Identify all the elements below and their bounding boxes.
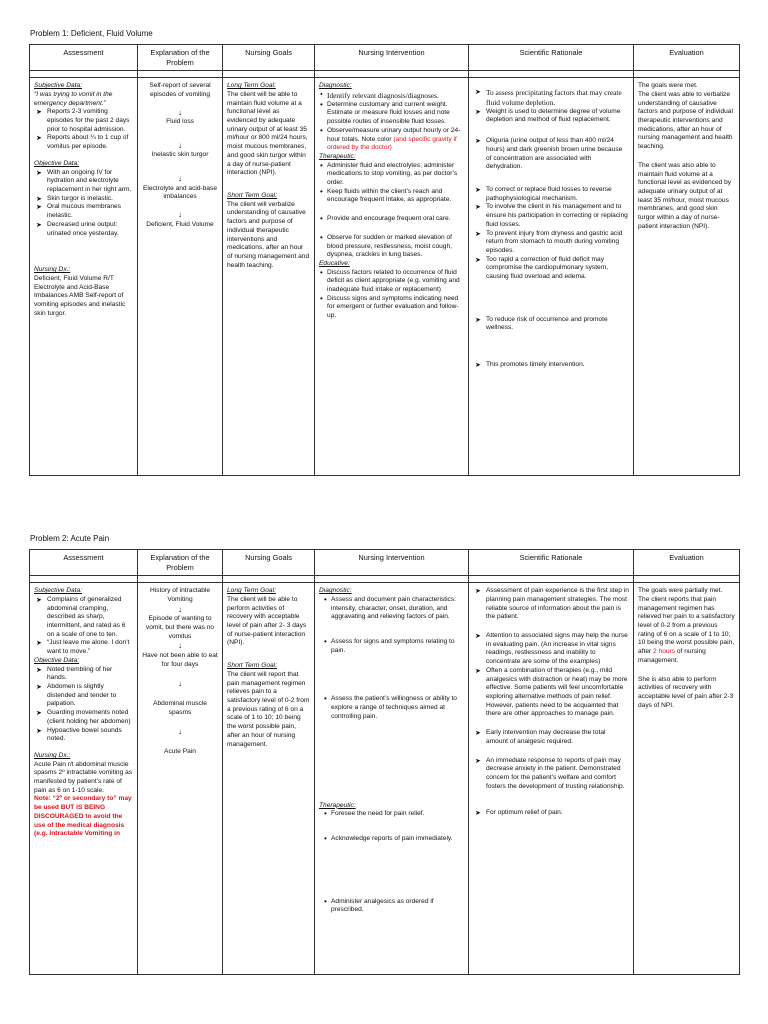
arrow-down-icon: ↓	[178, 107, 182, 117]
evaluation-text: The goals were partially met.	[638, 587, 723, 595]
nursing-goals-cell	[223, 583, 315, 975]
list-item: ➤ For optimum relief of pain.	[475, 809, 629, 818]
nursing-intervention-cell	[315, 78, 469, 476]
therapeutic-label: Therapeutic:	[319, 801, 356, 809]
nursing-dx-text: Deficient, Fluid Volume R/T Electrolyte and Acid-Base Imbalances AMB Self-report of vomiting episodes and inelastic skin turgor.	[34, 274, 126, 317]
short-term-goal-label: Short Term Goal:	[227, 191, 277, 199]
list-item: • Identify relevant diagnosis/diagnoses.	[319, 91, 464, 101]
list-item: ➤ Attention to associated signs may help the nurse in evaluating pain. (An increase in vital signs readings, restlessness and inability to concentrate are some of the examples)	[475, 632, 629, 667]
list-item: ➤ To involve the client in his management and to ensure his participation in correcting or replacing fluid losses.	[475, 203, 629, 229]
explanation-step: Acute Pain	[164, 747, 196, 755]
header-row	[30, 550, 740, 576]
evaluation-text: The client reports that pain management regimen has relieved her pain to a satisfactory level of 0-2 from a previous rating of 6 on a scale of 1 to 10; 10 being the worst possible pain, after 2 hours of nursing management.	[638, 595, 735, 664]
list-item: ➤ Guarding movements noted (client holding her abdomen)	[36, 709, 133, 726]
list-item: ➤ To reduce risk of occurrence and promote wellness.	[475, 316, 629, 333]
explanation-step: Inelastic skin turgor	[151, 151, 209, 159]
list-item: ➤ To prevent injury from dryness and gastric acid return from stomach to mouth during vomiting episodes.	[475, 230, 629, 256]
objective-label: Objective Data:	[34, 159, 80, 167]
subjective-label: Subjective Data:	[34, 82, 83, 90]
problem1-care-plan-table	[29, 44, 740, 476]
list-item: ➤ An immediate response to reports of pain may decrease anxiety in the patient. Demonstrated concern for the patient’s welfare and comfort fosters the development of trusting relationship.	[475, 757, 629, 792]
list-item: ➤ Reports about ¼ to 1 cup of vomitus per episode.	[36, 134, 133, 151]
list-item: • Administer analgesics as ordered if prescribed.	[323, 898, 464, 915]
list-item: ➤ Oral mucous membranes inelastic.	[36, 203, 133, 220]
list-item: • Assess for signs and symptoms relating to pain.	[323, 638, 464, 655]
discouraged-note: Note: “2º or secondary to” may be used BUT IS BEING DISCOURAGED to avoid the use of the medical diagnosis (e.g. Intractable Vomiting in	[34, 795, 132, 838]
evaluation-text: She is also able to perform activities of recovery with acceptable level of pain after 2-3 days of NPI.	[638, 675, 734, 709]
list-item: • Determine customary and current weight. Estimate or measure fluid losses and note possible routes of insensible fluid losses.	[319, 101, 464, 127]
arrow-down-icon: ↓	[178, 604, 182, 614]
subjective-label: Subjective Data:	[34, 587, 83, 595]
nursing-dx-label: Nursing Dx.:	[34, 751, 71, 759]
list-item: ➤ Assessment of pain experience is the first step in planning pain management strategies. The most reliable source of information about the pain is the patient.	[475, 587, 629, 622]
col-explanation: Explanation of the Problem	[138, 550, 223, 576]
col-evaluation: Evaluation	[634, 550, 740, 576]
assessment-cell	[30, 78, 138, 476]
educative-label: Educative:	[319, 259, 350, 267]
explanation-step: History of intractable Vomiting	[149, 587, 211, 603]
explanation-step: Episode of wanting to vomit, but there was no vomitus	[145, 615, 215, 640]
red-hours: 2 hours	[653, 648, 676, 656]
explanation-step: Electrolyte and acid-base imbalances	[142, 184, 218, 201]
list-item: • Assess the patient’s willingness or ability to explore a range of techniques aimed at controlling pain.	[323, 695, 464, 721]
list-item: ➤ Noted trembling of her hands.	[36, 666, 133, 683]
short-term-goal-text: The client will verbalize understanding of causative factors and purpose of individual therapeutic interventions and medications, after an hour of nursing management and health teaching.	[227, 200, 310, 269]
header-row	[30, 45, 740, 71]
list-item: ➤ Early intervention may decrease the total amount of analgesic required.	[475, 729, 629, 746]
col-nursing-goals: Nursing Goals	[223, 45, 315, 71]
col-scientific-rationale: Scientific Rationale	[469, 45, 634, 71]
list-item: • Administer fluid and electrolytes; administer medications to stop vomiting, as per doctor’s order.	[319, 162, 464, 188]
col-nursing-intervention: Nursing Intervention	[315, 550, 469, 576]
list-item: • Observe/measure urinary output hourly or 24-hour totals. Note color (and specific gravity if ordered by the doctor)	[319, 127, 464, 153]
col-nursing-goals: Nursing Goals	[223, 550, 315, 576]
list-item: ➤ Too rapid a correction of fluid deficit may compromise the cardiopulmonary system, causing fluid overload and edema.	[475, 256, 629, 282]
evaluation-cell	[634, 78, 740, 476]
long-term-goal-text: The client will be able to maintain fluid volume at a functional level as evidenced by adequate urinary output of at least 35 ml/hour or 800 ml/24 hours, moist mucous membranes, and good skin turgor within a day of nurse-patient interaction (NPI).	[227, 90, 308, 177]
list-item: ➤ Skin turgor is inelastic.	[36, 195, 133, 204]
scientific-rationale-cell	[469, 583, 634, 975]
list-item: ➤ Complains of generalized abdominal cramping, described as sharp, intermittent, and rated as 6 on a scale of one to ten.	[36, 596, 133, 640]
list-item: • Discuss signs and symptoms indicating need for emergent or further evaluation and follow-up.	[319, 295, 464, 321]
list-item: ➤ “Just leave me alone. I don’t want to move.”	[36, 639, 133, 656]
list-item: ➤ Abdomen is slightly distended and tender to palpation.	[36, 683, 133, 709]
list-item: • Provide and encourage frequent oral care.	[319, 215, 464, 224]
therapeutic-label: Therapeutic:	[319, 152, 356, 160]
col-evaluation: Evaluation	[634, 45, 740, 71]
long-term-goal-label: Long Term Goal:	[227, 82, 276, 90]
col-assessment: Assessment	[30, 45, 138, 71]
problem2-title: Problem 2: Acute Pain	[30, 534, 110, 543]
list-item: • Foresee the need for pain relief.	[323, 810, 464, 819]
list-item: • Acknowledge reports of pain immediately.	[323, 835, 464, 844]
list-item: ➤ This promotes timely intervention.	[475, 361, 629, 370]
diagnostic-label: Diagnostic:	[319, 587, 352, 595]
short-term-goal-text: The client will report that pain management regimen relieves pain to a satisfactory level of 0-2 from a previous rating of 6 on a scale of 1 to 10; 10 being the worst possible pain, after an hour of nursing management.	[227, 670, 310, 748]
list-item: ➤ Reports 2-3 vomiting episodes for the past 2 days prior to hospital admission.	[36, 108, 133, 134]
explanation-step: Have not been able to eat for four days	[142, 651, 218, 668]
list-item: • Discuss factors related to occurrence of fluid deficit as client appropriate (e.g. vomiting and inadequate fluid intake or replacement)	[319, 269, 464, 295]
explanation-step: Fluid loss	[166, 118, 194, 126]
explanation-step: Abdominal muscle spasms	[153, 699, 207, 716]
red-note: (and specific gravity if ordered by the doctor)	[327, 135, 457, 152]
col-scientific-rationale: Scientific Rationale	[469, 550, 634, 576]
arrow-down-icon: ↓	[178, 140, 182, 150]
col-nursing-intervention: Nursing Intervention	[315, 45, 469, 71]
explanation-step: Deficient, Fluid Volume	[146, 220, 214, 228]
arrow-down-icon: ↓	[178, 679, 182, 689]
nursing-dx-label: Nursing Dx.:	[34, 266, 71, 274]
long-term-goal-label: Long Term Goal:	[227, 587, 276, 595]
objective-label: Objective Data:	[34, 656, 80, 664]
nursing-intervention-cell	[315, 583, 469, 975]
list-item: ➤ Decreased urine output: urinated once yesterday.	[36, 221, 133, 238]
diagnostic-label: Diagnostic:	[319, 82, 352, 90]
scientific-rationale-cell	[469, 78, 634, 476]
list-item: • Observe for sudden or marked elevation of blood pressure, restlessness, moist cough, dyspnea, crackles in lung bases.	[319, 234, 464, 260]
list-item: ➤ Hypoactive bowel sounds noted.	[36, 727, 133, 744]
problem2-care-plan-table	[29, 549, 740, 975]
short-term-goal-label: Short Term Goal:	[227, 662, 277, 670]
list-item: ➤ Oliguria (urine output of less than 400 ml/24 hours) and dark greenish brown urine because of concentration are associated with dehydration.	[475, 137, 629, 172]
evaluation-cell	[634, 583, 740, 975]
evaluation-text: The client was able to verbalize understanding of causative factors and purpose of individual therapeutic interventions and medications, after an hour of nursing management and health teaching.	[638, 90, 733, 151]
problem1-title: Problem 1: Deficient, Fluid Volume	[30, 29, 153, 38]
arrow-down-icon: ↓	[178, 174, 182, 184]
long-term-goal-text: The client will be able to perform activities of recovery with acceptable level of pain after 2- 3 days of nurse-patient interaction (NPI).	[227, 595, 307, 647]
subjective-quote: “I was trying to vomit in the emergency department.”	[34, 90, 113, 107]
list-item: • Keep fluids within the client’s reach and encourage frequent intake, as appropriate.	[319, 188, 464, 205]
col-assessment: Assessment	[30, 550, 138, 576]
list-item: ➤ With an ongoing IV for hydration and electrolyte replacement in her right arm.	[36, 169, 133, 195]
list-item: ➤ To correct or replace fluid losses to reverse pathophysiological mechanism.	[475, 186, 629, 203]
explanation-cell	[138, 78, 223, 476]
col-explanation: Explanation of the Problem	[138, 45, 223, 71]
list-item: • Assess and document pain characteristics: intensity, character, onset, duration, and aggravating and relieving factors of pain.	[323, 596, 464, 622]
list-item: ➤ Often a combination of therapies (e.g., mild analgesics with distraction or heat) may be more effective. Some patients will feel uncomfortable exploring alternative methods of pain relief. However, patients need to be acquainted that there are other approaches to manage pain.	[475, 667, 629, 719]
nursing-goals-cell	[223, 78, 315, 476]
evaluation-text: The goals were met.	[638, 82, 698, 90]
evaluation-text: The client was also able to maintain fluid volume at a functional level as evidenced by adequate urinary output of at least 35 ml/hour, moist mucous membranes, and good skin turgor within a day of nurse-patient interaction (NPI).	[638, 161, 732, 230]
assessment-cell	[30, 583, 138, 975]
explanation-cell	[138, 583, 223, 975]
arrow-down-icon: ↓	[178, 727, 182, 737]
arrow-down-icon: ↓	[178, 641, 182, 651]
nursing-dx-text: Acute Pain r/t abdominal muscle spasms 2º intractable vomiting as manifested by patient’s rate of pain as 6 on 1-10 scale.	[34, 760, 133, 794]
list-item: ➤ Weight is used to determine degree of volume depletion and method of fluid replacement.	[475, 108, 629, 125]
explanation-step: Self-report of several episodes of vomiting	[149, 82, 211, 98]
arrow-down-icon: ↓	[178, 210, 182, 220]
list-item: ➤ To assess precipitating factors that may create fluid volume depletion.	[475, 88, 629, 108]
